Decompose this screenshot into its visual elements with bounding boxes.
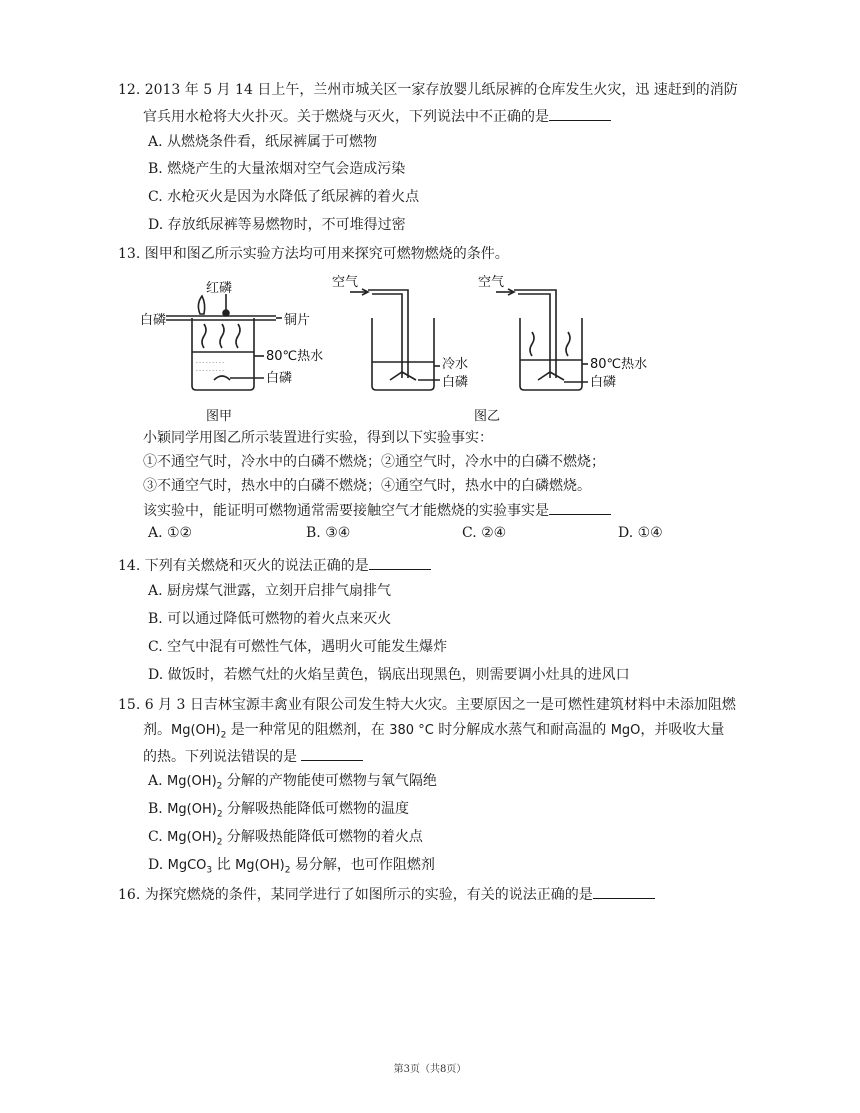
q15-option-a xyxy=(148,771,437,797)
q15-text-c: 时分解成水蒸气和耐高温的 xyxy=(433,722,611,738)
label-white-phosphorus-hot: 白磷 xyxy=(590,375,617,390)
q15-stem-line3 xyxy=(143,746,363,767)
option-text: 易分解，也可作阻燃剂 xyxy=(290,857,435,873)
formula-mgco3 xyxy=(167,858,213,876)
svg-text:- - - - - - - - -: - - - - - - - - - xyxy=(196,368,224,374)
label-cold-water: 冷水 xyxy=(442,357,469,372)
q12-option-d: D. 存放纸尿裤等易燃物时，不可堆得过密 xyxy=(148,217,406,233)
option-letter: B. xyxy=(148,801,168,817)
q15-option-c xyxy=(148,827,423,853)
option-text: 比 xyxy=(212,857,236,873)
q13-option-b: B. ③④ xyxy=(306,525,351,541)
q15-text-a: 剂。 xyxy=(143,722,171,738)
q12-stem-line1: 12. 2013 年 5 月 14 日上午，兰州市城关区一家存放婴儿纸尿裤的仓库发生火灾，迅 速赶到的消防 xyxy=(118,82,738,98)
answer-blank xyxy=(549,500,611,515)
q12-stem-text: 官兵用水枪将大火扑灭。关于燃烧与灭火，下列说法中不正确的是 xyxy=(143,109,549,125)
label-hot-water-jia: 80℃热水 xyxy=(266,349,324,364)
q14-option-c: C. 空气中混有可燃性气体，遇明火可能发生爆炸 xyxy=(148,639,448,655)
formula-text: Mg(OH) xyxy=(171,723,221,738)
q13-text-4 xyxy=(143,500,611,521)
formula-text: Mg(OH) xyxy=(235,858,285,873)
q13-option-a: A. ①② xyxy=(148,525,193,541)
formula xyxy=(167,774,223,792)
formula-mgo: MgO xyxy=(610,723,641,738)
label-hot-water-yi: 80℃热水 xyxy=(590,357,648,372)
q13-question-text: 该实验中，能证明可燃物通常需要接触空气才能燃烧的实验事实是 xyxy=(143,503,549,519)
answer-blank xyxy=(301,746,363,761)
formula-subscript: 2 xyxy=(216,809,223,820)
q14-option-b: B. 可以通过降低可燃物的着火点来灭火 xyxy=(148,611,392,627)
caption-figure-yi: 图乙 xyxy=(474,409,501,424)
formula xyxy=(167,802,223,820)
formula-subscript: 3 xyxy=(206,865,213,876)
q13-text-2: ①不通空气时，冷水中的白磷不燃烧；②通空气时，冷水中的白磷不燃烧； xyxy=(143,454,605,470)
combustion-apparatus-diagram xyxy=(140,268,660,428)
q13-text-1: 小颖同学用图乙所示装置进行实验，得到以下实验事实： xyxy=(143,430,493,446)
q15-option-d xyxy=(148,855,435,881)
label-white-phosphorus-top: 白磷 xyxy=(140,313,167,328)
q13-figure xyxy=(140,268,660,428)
option-letter: C. xyxy=(148,829,168,845)
label-red-phosphorus: 红磷 xyxy=(206,281,233,296)
q15-stem-line2 xyxy=(143,720,724,746)
formula-subscript: 2 xyxy=(220,730,227,741)
formula-mg-oh-2 xyxy=(235,858,291,876)
formula-subscript: 2 xyxy=(284,865,291,876)
option-letter: A. xyxy=(148,773,168,789)
formula xyxy=(167,830,223,848)
formula-text: Mg(OH) xyxy=(167,830,217,845)
label-copper-sheet: 铜片 xyxy=(284,313,311,328)
q15-stem-line1: 15. 6 月 3 日吉林宝源丰禽业有限公司发生特大火灾。主要原因之一是可燃性建筑材料中未添加阻燃 xyxy=(118,697,736,713)
beaker-jia xyxy=(192,318,254,390)
q15-option-b xyxy=(148,799,409,825)
label-white-phosphorus-cold: 白磷 xyxy=(442,375,469,390)
beaker-yi-hot xyxy=(520,318,582,390)
temperature-value: 380 °C xyxy=(389,723,434,738)
q14-option-d: D. 做饭时，若燃气灶的火焰呈黄色，锅底出现黑色，则需要调小灶具的进风口 xyxy=(148,667,630,683)
answer-blank xyxy=(369,555,431,570)
caption-figure-jia: 图甲 xyxy=(206,409,233,424)
option-text: 分解的产物能使可燃物与氧气隔绝 xyxy=(222,773,437,789)
q14-stem xyxy=(118,555,431,576)
label-air-hot: 空气 xyxy=(478,275,505,290)
formula-mg-oh-2 xyxy=(171,723,227,741)
formula-text: Mg(OH) xyxy=(167,802,217,817)
q16-stem xyxy=(118,884,655,905)
q14-stem-text: 14. 下列有关燃烧和灭火的说法正确的是 xyxy=(118,558,369,574)
formula-subscript: 2 xyxy=(216,837,223,848)
page-footer: 第3页（共8页） xyxy=(393,1064,467,1075)
formula-text: MgCO xyxy=(167,858,207,873)
q15-text-d: ，并吸收大量 xyxy=(640,722,725,738)
q13-stem: 13. 图甲和图乙所示实验方法均可用来探究可燃物燃烧的条件。 xyxy=(118,246,509,262)
option-text: 分解吸热能降低可燃物的着火点 xyxy=(222,829,423,845)
label-air-cold: 空气 xyxy=(332,275,359,290)
option-letter: D. xyxy=(148,857,168,873)
svg-text:- - - - - - - - -: - - - - - - - - - xyxy=(196,360,224,366)
answer-blank xyxy=(593,884,655,899)
q13-text-3: ③不通空气时，热水中的白磷不燃烧；④通空气时，热水中的白磷燃烧。 xyxy=(143,478,591,494)
q12-option-a: A. 从燃烧条件看，纸尿裤属于可燃物 xyxy=(148,134,378,150)
q14-option-a: A. 厨房煤气泄露，立刻开启排气扇排气 xyxy=(148,583,392,599)
q16-stem-text: 16. 为探究燃烧的条件，某同学进行了如图所示的实验，有关的说法正确的是 xyxy=(118,887,593,903)
q13-option-d: D. ①④ xyxy=(618,525,663,541)
q13-option-c: C. ②④ xyxy=(462,525,507,541)
option-text: 分解吸热能降低可燃物的温度 xyxy=(222,801,410,817)
q12-option-c: C. 水枪灭火是因为水降低了纸尿裤的着火点 xyxy=(148,189,420,205)
q12-stem-line2 xyxy=(143,106,611,127)
q15-stem-text: 的热。下列说法错误的是 xyxy=(143,749,302,765)
formula-subscript: 2 xyxy=(216,781,223,792)
q12-option-b: B. 燃烧产生的大量浓烟对空气会造成污染 xyxy=(148,161,406,177)
answer-blank xyxy=(549,106,611,121)
formula-text: Mg(OH) xyxy=(167,774,217,789)
label-white-phosphorus-jia: 白磷 xyxy=(266,371,293,386)
q15-text-b: 是一种常见的阻燃剂，在 xyxy=(226,722,390,738)
